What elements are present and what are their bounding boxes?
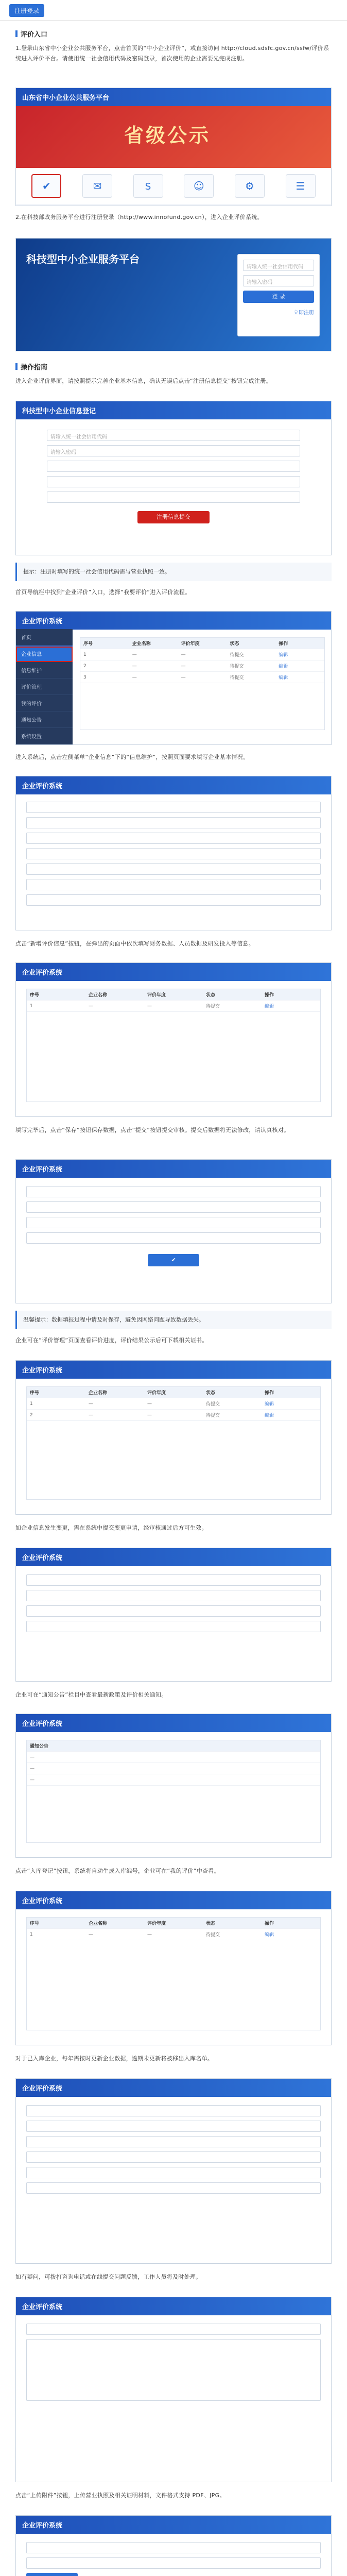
register-link[interactable]: 立即注册 <box>293 310 314 316</box>
form-body <box>16 2315 331 2413</box>
platform-screenshot <box>15 238 332 351</box>
form-body <box>16 794 331 917</box>
section-title-operation: 操作指南 <box>15 362 47 371</box>
form-header: 企业评价系统 <box>16 1714 331 1732</box>
menu-item-company[interactable]: 企业信息 <box>16 646 73 662</box>
form-field[interactable] <box>26 1186 321 1197</box>
paragraph: 企业可在“评价管理”页面查看评价进度，评价结果公示后可下载相关证书。 <box>15 1337 208 1344</box>
form-field[interactable] <box>26 848 321 859</box>
form-body <box>16 1178 331 1275</box>
section-title-entry: 评价入口 <box>15 29 47 39</box>
platform-title: 科技型中小企业服务平台 <box>26 253 140 265</box>
table-header: 序号 企业名称 评价年度 状态 操作 <box>27 989 320 1001</box>
system-header: 企业评价系统 <box>16 612 331 630</box>
form-header: 企业评价系统 <box>16 1548 331 1566</box>
form-field[interactable] <box>26 879 321 890</box>
form-screenshot <box>15 776 332 930</box>
table-row: 3 — — 待提交 编辑 <box>80 672 324 683</box>
form-body <box>16 1566 331 1645</box>
paragraph: 点击“新增评价信息”按钮，在弹出的页面中依次填写财务数据、人员数据及研发投入等信息。 <box>15 940 254 947</box>
manage-screenshot <box>15 1360 332 1515</box>
submit-screenshot <box>15 1159 332 1303</box>
paragraph: 进入企业评价界面，请按照提示完善企业基本信息，确认无误后点击“注册信息提交”按钮完成注册。 <box>15 378 272 384</box>
table-row: — <box>27 1752 320 1763</box>
data-table <box>26 1740 321 1843</box>
tech-icon[interactable]: ⚙ <box>235 174 265 198</box>
table-header: 序号 企业名称 评价年度 状态 操作 <box>80 638 324 649</box>
tip-box: 温馨提示：数据填报过程中请及时保存，避免因网络问题导致数据丢失。 <box>15 1311 332 1329</box>
form-field[interactable] <box>26 2121 321 2132</box>
form-body <box>16 2097 331 2206</box>
service-icons <box>16 168 331 204</box>
form-header: 企业评价系统 <box>16 1361 331 1379</box>
form-field[interactable] <box>26 833 321 844</box>
portal-header: 山东省中小企业公共服务平台 <box>16 88 331 106</box>
paragraph: 企业可在“通知公告”栏目中查看最新政策及评价相关通知。 <box>15 1691 167 1698</box>
paragraph: 首页导航栏中找到“企业评价”入口，选择“我要评价”进入评价流程。 <box>15 589 191 596</box>
form-field[interactable]: 请输入密码 <box>47 445 300 456</box>
data-table <box>26 1386 321 1500</box>
form-field[interactable] <box>26 1574 321 1586</box>
save-button[interactable]: ✔ <box>148 1254 199 1266</box>
banner <box>16 106 331 168</box>
form-header: 科技型中小企业信息登记 <box>16 401 331 419</box>
paragraph: 如有疑问，可拨打咨询电话或在线提交问题反馈，工作人员将及时处理。 <box>15 2274 202 2280</box>
paragraph: 对于已入库企业，每年需按时更新企业数据，逾期未更新将被移出入库名单。 <box>15 2055 214 2062</box>
data-table <box>80 637 325 730</box>
form-field[interactable] <box>26 1217 321 1228</box>
form-field[interactable] <box>26 1232 321 1244</box>
paragraph: 如企业信息发生变更，需在系统中提交变更申请，经审核通过后方可生效。 <box>15 1524 207 1531</box>
register-login-badge: 注册登录 <box>9 4 44 17</box>
form-field[interactable] <box>26 2151 321 2163</box>
register-form-screenshot <box>15 401 332 555</box>
menu-item-notice[interactable]: 通知公告 <box>16 711 73 728</box>
table-row: 1 — — 待提交 编辑 <box>80 649 324 660</box>
form-field[interactable] <box>26 1621 321 1632</box>
account-input[interactable]: 请输入统一社会信用代码 <box>243 260 314 271</box>
upload-button[interactable] <box>26 2573 78 2576</box>
form-field[interactable] <box>26 2557 321 2569</box>
table-row: 1 — — 待提交 编辑 <box>27 1001 320 1012</box>
table-header: 序号 企业名称 评价年度 状态 操作 <box>27 1918 320 1929</box>
menu-item-settings[interactable]: 系统设置 <box>16 728 73 744</box>
form-field[interactable] <box>26 894 321 906</box>
form-header: 企业评价系统 <box>16 776 331 794</box>
portal-screenshot <box>15 88 332 206</box>
menu-item-mine[interactable]: 我的评价 <box>16 695 73 711</box>
form-field[interactable] <box>26 2542 321 2553</box>
form-field[interactable] <box>26 2182 321 2194</box>
form-field[interactable] <box>26 817 321 828</box>
update-screenshot <box>15 2078 332 2264</box>
form-field[interactable] <box>26 1605 321 1617</box>
tip-box: 提示：注册时填写的统一社会信用代码需与营业执照一致。 <box>15 563 332 581</box>
form-field[interactable] <box>47 461 300 472</box>
notice-screenshot <box>15 1714 332 1858</box>
form-body <box>16 419 331 534</box>
change-screenshot <box>15 1548 332 1682</box>
menu-item-home[interactable]: 首页 <box>16 629 73 646</box>
form-field[interactable] <box>26 2105 321 2116</box>
table-row: 2 — — 待提交 编辑 <box>80 660 324 672</box>
form-field[interactable]: 请输入统一社会信用代码 <box>47 430 300 441</box>
form-field[interactable] <box>26 1590 321 1601</box>
paragraph: 1.登录山东省中小企业公共服务平台，点击首页的“中小企业评价”，或直接访问 http://cloud.sdsfc.gov.cn/ssfw/评价系统进入评价平台。请使用统一社会信用代码及密码登录，首次使用的企业需要先完成注册。 <box>15 45 329 62</box>
form-header: 企业评价系统 <box>16 1160 331 1178</box>
data-table <box>26 989 321 1102</box>
platform-hero <box>16 239 331 351</box>
login-button[interactable]: 登 录 <box>243 291 314 303</box>
form-header: 企业评价系统 <box>16 2297 331 2315</box>
paragraph: 2.在科技部政务服务平台进行注册登录（http://www.innofund.gov.cn），进入企业评价系统。 <box>15 214 263 221</box>
form-header: 企业评价系统 <box>16 2079 331 2097</box>
menu-item-evaluate[interactable]: 评价管理 <box>16 679 73 695</box>
paragraph: 进入系统后，点击左侧菜单“企业信息”下的“信息维护”，按照页面要求填写企业基本情况。 <box>15 754 249 760</box>
evaluation-screenshot <box>15 962 332 1117</box>
menu-item-maintain[interactable]: 信息维护 <box>16 662 73 679</box>
paragraph: 点击“上传附件”按钮，上传营业执照及相关证明材料，文件格式支持 PDF、JPG。 <box>15 2492 225 2499</box>
table-row: — <box>27 1763 320 1774</box>
feedback-textarea[interactable] <box>26 2339 321 2401</box>
upload-screenshot <box>15 2515 332 2576</box>
password-input[interactable]: 请输入密码 <box>243 275 314 286</box>
data-table <box>26 1917 321 2030</box>
top-bar <box>0 0 347 21</box>
system-screenshot <box>15 611 332 745</box>
table-header: 序号 企业名称 评价年度 状态 操作 <box>27 1387 320 1398</box>
talent-icon[interactable]: ☺ <box>184 174 214 198</box>
registry-screenshot <box>15 1891 332 2045</box>
form-header: 企业评价系统 <box>16 2516 331 2534</box>
login-panel <box>237 254 320 336</box>
submit-button[interactable]: 注册信息提交 <box>137 511 210 523</box>
form-field[interactable] <box>26 2167 321 2178</box>
finance-icon[interactable]: $ <box>133 174 163 198</box>
market-icon[interactable]: ☰ <box>286 174 316 198</box>
form-header: 企业评价系统 <box>16 963 331 981</box>
table-header: 通知公告 <box>27 1740 320 1752</box>
form-field[interactable] <box>26 1201 321 1213</box>
form-body <box>16 2534 331 2576</box>
form-field[interactable] <box>26 2136 321 2147</box>
form-field[interactable] <box>47 492 300 503</box>
table-row: — <box>27 1774 320 1786</box>
paragraph: 填写完毕后，点击“保存”按钮保存数据，点击“提交”按钮提交审核。提交后数据将无法修改，请认真核对。 <box>15 1127 290 1133</box>
form-field[interactable] <box>47 476 300 487</box>
banner-text: 省级公示 <box>124 124 211 147</box>
form-field[interactable] <box>26 802 321 813</box>
form-field[interactable] <box>26 2324 321 2335</box>
highlight-box <box>16 647 73 662</box>
feedback-screenshot <box>15 2297 332 2482</box>
form-header: 企业评价系统 <box>16 1891 331 1909</box>
policy-icon[interactable]: ✉ <box>82 174 112 198</box>
table-row: 1 — — 待提交 编辑 <box>27 1929 320 1940</box>
table-row: 1 — — 待提交 编辑 <box>27 1398 320 1410</box>
form-field[interactable] <box>26 863 321 875</box>
paragraph: 点击“入库登记”按钮，系统将自动生成入库编号，企业可在“我的评价”中查看。 <box>15 1868 220 1874</box>
evaluate-icon[interactable]: ✔ <box>31 174 61 198</box>
table-row: 2 — — 待提交 编辑 <box>27 1410 320 1421</box>
